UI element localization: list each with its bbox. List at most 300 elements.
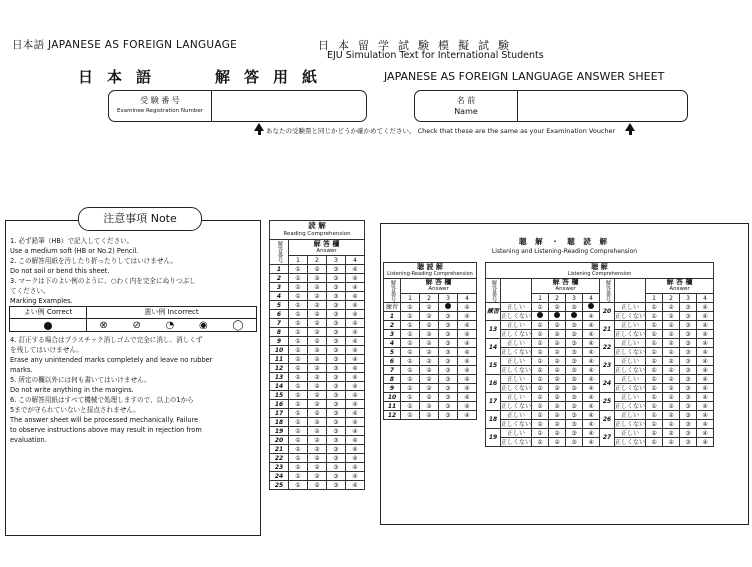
answer-bubble[interactable]: ① — [401, 375, 420, 384]
answer-bubble[interactable]: ④ — [346, 391, 365, 400]
answer-bubble[interactable]: ④ — [458, 321, 477, 330]
answer-bubble[interactable] — [532, 312, 549, 321]
answer-bubble[interactable]: ④ — [346, 283, 365, 292]
reading-answer-label: 解 答 欄 — [313, 239, 340, 248]
answer-bubble[interactable]: ③ — [566, 411, 583, 420]
answer-bubble[interactable]: ④ — [346, 382, 365, 391]
answer-bubble[interactable]: ③ — [439, 330, 458, 339]
answer-bubble[interactable]: ④ — [458, 384, 477, 393]
answer-bubble[interactable]: ③ — [680, 366, 697, 375]
answer-bubble[interactable]: ④ — [346, 274, 365, 283]
answer-bubble[interactable]: ④ — [697, 429, 714, 438]
answer-bubble[interactable]: ④ — [697, 357, 714, 366]
answer-bubble[interactable]: ① — [532, 393, 549, 402]
answer-bubble[interactable]: ③ — [439, 384, 458, 393]
answer-bubble[interactable]: ① — [532, 357, 549, 366]
answer-bubble[interactable]: ③ — [327, 355, 346, 364]
answer-bubble[interactable]: ② — [308, 472, 327, 481]
answer-bubble[interactable]: ③ — [680, 384, 697, 393]
answer-bubble[interactable]: ② — [308, 382, 327, 391]
answer-bubble[interactable]: ③ — [327, 463, 346, 472]
answer-bubble[interactable]: ① — [289, 472, 308, 481]
answer-bubble[interactable]: ① — [289, 409, 308, 418]
answer-bubble[interactable]: ② — [549, 384, 566, 393]
answer-bubble[interactable]: ② — [308, 283, 327, 292]
answer-bubble[interactable]: ④ — [458, 402, 477, 411]
answer-bubble[interactable]: ③ — [327, 346, 346, 355]
answer-bubble[interactable]: ① — [646, 393, 663, 402]
answer-bubble[interactable]: ② — [549, 303, 566, 312]
lr-answer-label: 解 答 欄 — [425, 278, 452, 286]
answer-bubble[interactable]: ④ — [697, 303, 714, 312]
answer-bubble[interactable]: ② — [663, 330, 680, 339]
answer-bubble[interactable]: ② — [308, 481, 327, 490]
answer-bubble[interactable]: ③ — [439, 411, 458, 420]
answer-bubble[interactable]: ④ — [346, 472, 365, 481]
answer-bubble[interactable]: ① — [532, 411, 549, 420]
note-line: 5. 所定の欄以外には何も書いてはいけません。 — [10, 376, 151, 384]
answer-bubble[interactable]: ④ — [346, 310, 365, 319]
answer-bubble[interactable]: ① — [289, 355, 308, 364]
answer-bubble[interactable]: ③ — [327, 454, 346, 463]
answer-bubble[interactable]: ③ — [327, 418, 346, 427]
answer-bubble[interactable]: ② — [549, 366, 566, 375]
answer-bubble[interactable]: ② — [663, 366, 680, 375]
answer-bubble[interactable]: ③ — [566, 393, 583, 402]
answer-bubble[interactable]: ① — [646, 312, 663, 321]
answer-bubble[interactable]: ① — [289, 364, 308, 373]
answer-bubble[interactable]: ② — [663, 411, 680, 420]
incorrect-label: 正しくない — [501, 402, 532, 410]
answer-bubble[interactable]: ④ — [458, 312, 477, 321]
answer-bubble[interactable]: ③ — [566, 429, 583, 438]
answer-bubble[interactable]: ④ — [458, 375, 477, 384]
answer-bubble[interactable]: ③ — [680, 402, 697, 411]
answer-bubble[interactable]: ② — [308, 436, 327, 445]
answer-bubble[interactable]: ② — [308, 301, 327, 310]
answer-bubble[interactable]: ① — [532, 429, 549, 438]
answer-bubble[interactable]: ① — [646, 339, 663, 348]
answer-bubble[interactable]: ② — [308, 454, 327, 463]
answer-bubble[interactable]: ③ — [566, 303, 583, 312]
answer-bubble[interactable]: ④ — [346, 400, 365, 409]
answer-bubble[interactable]: ① — [646, 411, 663, 420]
answer-bubble[interactable] — [549, 312, 566, 321]
answer-bubble[interactable]: ④ — [583, 357, 600, 366]
answer-bubble[interactable]: ① — [532, 321, 549, 330]
answer-bubble[interactable]: ③ — [327, 382, 346, 391]
answer-bubble[interactable]: ③ — [327, 364, 346, 373]
answer-bubble[interactable]: ① — [289, 418, 308, 427]
answer-bubble[interactable]: ④ — [346, 427, 365, 436]
lr-answer-header — [401, 279, 477, 294]
answer-bubble[interactable]: ③ — [439, 339, 458, 348]
answer-bubble[interactable]: ② — [663, 357, 680, 366]
answer-bubble[interactable]: ④ — [458, 357, 477, 366]
answer-bubble[interactable]: ① — [289, 427, 308, 436]
answer-bubble[interactable]: ④ — [697, 348, 714, 357]
answer-bubble[interactable]: ② — [549, 420, 566, 429]
answer-bubble[interactable]: ② — [663, 384, 680, 393]
answer-bubble[interactable]: ② — [420, 339, 439, 348]
answer-bubble[interactable]: ④ — [458, 339, 477, 348]
answer-bubble[interactable]: ③ — [566, 420, 583, 429]
answer-bubble[interactable]: ④ — [697, 339, 714, 348]
answer-bubble[interactable]: ④ — [697, 375, 714, 384]
answer-bubble[interactable]: ② — [663, 375, 680, 384]
answer-bubble[interactable]: ① — [401, 321, 420, 330]
answer-bubble[interactable]: ③ — [680, 330, 697, 339]
answer-bubble[interactable]: ④ — [697, 312, 714, 321]
answer-bubble[interactable]: ① — [289, 337, 308, 346]
answer-bubble[interactable]: ② — [663, 339, 680, 348]
answer-bubble[interactable]: ② — [420, 375, 439, 384]
answer-bubble[interactable]: ① — [289, 310, 308, 319]
answer-bubble[interactable]: ② — [308, 337, 327, 346]
answer-bubble[interactable]: ③ — [327, 373, 346, 382]
question-number: 8 — [270, 328, 289, 337]
answer-bubble[interactable]: ② — [308, 409, 327, 418]
answer-bubble[interactable]: ④ — [583, 312, 600, 321]
answer-bubble[interactable]: ① — [532, 420, 549, 429]
answer-bubble[interactable]: ① — [401, 330, 420, 339]
answer-bubble[interactable]: ③ — [680, 438, 697, 447]
answer-bubble[interactable]: ③ — [566, 384, 583, 393]
reading-row — [270, 328, 365, 337]
answer-bubble[interactable]: ③ — [327, 337, 346, 346]
answer-bubble[interactable]: ② — [549, 348, 566, 357]
answer-bubble[interactable]: ① — [532, 384, 549, 393]
answer-bubble[interactable]: ④ — [583, 420, 600, 429]
answer-bubble[interactable]: ③ — [680, 339, 697, 348]
answer-bubble[interactable]: ① — [289, 283, 308, 292]
answer-bubble[interactable]: ④ — [346, 454, 365, 463]
answer-bubble[interactable]: ④ — [346, 292, 365, 301]
answer-bubble[interactable]: ④ — [697, 411, 714, 420]
answer-bubble[interactable]: ① — [646, 420, 663, 429]
answer-bubble[interactable]: ③ — [439, 357, 458, 366]
answer-bubble[interactable]: ③ — [680, 420, 697, 429]
answer-bubble[interactable]: ③ — [439, 366, 458, 375]
answer-bubble[interactable]: ④ — [346, 265, 365, 274]
answer-bubble[interactable]: ① — [532, 339, 549, 348]
answer-bubble[interactable]: ④ — [583, 330, 600, 339]
answer-bubble[interactable]: ② — [308, 445, 327, 454]
answer-bubble[interactable]: ② — [549, 375, 566, 384]
answer-bubble[interactable]: ② — [549, 321, 566, 330]
answer-bubble[interactable]: ④ — [583, 384, 600, 393]
answer-bubble[interactable]: ③ — [566, 357, 583, 366]
answer-bubble[interactable]: ④ — [583, 339, 600, 348]
answer-bubble[interactable] — [439, 303, 458, 312]
answer-bubble[interactable]: ① — [289, 445, 308, 454]
answer-bubble[interactable]: ② — [549, 411, 566, 420]
answer-bubble[interactable]: ① — [646, 330, 663, 339]
answer-bubble[interactable]: ① — [646, 366, 663, 375]
answer-bubble[interactable]: ② — [549, 330, 566, 339]
answer-bubble[interactable]: ② — [308, 355, 327, 364]
answer-bubble[interactable]: ① — [289, 301, 308, 310]
answer-bubble[interactable]: ④ — [346, 445, 365, 454]
answer-bubble[interactable]: ④ — [697, 420, 714, 429]
answer-bubble[interactable]: ① — [646, 438, 663, 447]
question-number: 16 — [486, 375, 501, 393]
answer-bubble[interactable]: ① — [289, 346, 308, 355]
answer-bubble[interactable]: ① — [289, 319, 308, 328]
answer-bubble[interactable]: ② — [663, 303, 680, 312]
answer-bubble[interactable]: ③ — [327, 265, 346, 274]
answer-bubble[interactable]: ② — [663, 402, 680, 411]
answer-bubble[interactable]: ③ — [680, 321, 697, 330]
answer-bubble[interactable]: ① — [532, 402, 549, 411]
answer-bubble[interactable]: ③ — [566, 375, 583, 384]
answer-bubble[interactable]: ② — [420, 312, 439, 321]
answer-bubble[interactable]: ① — [646, 303, 663, 312]
answer-bubble[interactable]: ③ — [566, 321, 583, 330]
name-input[interactable] — [518, 91, 687, 121]
answer-bubble[interactable]: ① — [532, 375, 549, 384]
answer-bubble[interactable]: ② — [663, 420, 680, 429]
answer-bubble[interactable]: ② — [420, 402, 439, 411]
answer-bubble[interactable]: ④ — [583, 411, 600, 420]
answer-bubble[interactable]: ④ — [346, 481, 365, 490]
answer-bubble[interactable]: ① — [401, 402, 420, 411]
answer-bubble[interactable]: ③ — [327, 328, 346, 337]
answer-bubble[interactable]: ③ — [680, 312, 697, 321]
answer-bubble[interactable]: ② — [663, 312, 680, 321]
answer-bubble[interactable]: ② — [308, 364, 327, 373]
exam-number-input[interactable] — [212, 91, 366, 121]
answer-bubble[interactable]: ① — [532, 366, 549, 375]
answer-bubble[interactable]: ② — [420, 330, 439, 339]
answer-bubble[interactable]: ② — [663, 321, 680, 330]
answer-bubble[interactable]: ③ — [566, 348, 583, 357]
answer-bubble[interactable]: ① — [532, 348, 549, 357]
answer-bubble[interactable]: ③ — [680, 348, 697, 357]
answer-bubble[interactable]: ④ — [346, 328, 365, 337]
answer-bubble[interactable]: ③ — [439, 348, 458, 357]
answer-bubble[interactable]: ② — [308, 319, 327, 328]
answer-bubble[interactable]: ② — [663, 348, 680, 357]
answer-bubble[interactable]: ② — [663, 438, 680, 447]
answer-bubble[interactable]: ② — [308, 292, 327, 301]
answer-bubble[interactable]: ④ — [697, 321, 714, 330]
answer-bubble[interactable]: ③ — [327, 445, 346, 454]
answer-bubble[interactable]: ① — [401, 339, 420, 348]
answer-bubble[interactable] — [566, 312, 583, 321]
answer-bubble[interactable]: ① — [401, 357, 420, 366]
answer-bubble[interactable]: ① — [532, 438, 549, 447]
answer-bubble[interactable]: ③ — [327, 481, 346, 490]
answer-bubble[interactable]: ④ — [346, 436, 365, 445]
answer-bubble[interactable]: ③ — [680, 303, 697, 312]
answer-bubble[interactable]: ④ — [697, 402, 714, 411]
answer-bubble[interactable]: ① — [289, 454, 308, 463]
answer-bubble[interactable]: ③ — [327, 391, 346, 400]
answer-bubble[interactable]: ③ — [566, 402, 583, 411]
answer-bubble[interactable]: ① — [401, 312, 420, 321]
answer-bubble[interactable]: ② — [549, 429, 566, 438]
answer-bubble[interactable]: ③ — [566, 366, 583, 375]
answer-bubble[interactable]: ③ — [327, 310, 346, 319]
answer-bubble[interactable]: ① — [646, 429, 663, 438]
answer-bubble[interactable]: ③ — [327, 292, 346, 301]
answer-bubble[interactable]: ② — [420, 348, 439, 357]
answer-bubble[interactable]: ② — [420, 303, 439, 312]
answer-bubble[interactable]: ① — [646, 348, 663, 357]
answer-bubble[interactable]: ① — [289, 436, 308, 445]
lr-col-2: 2 — [420, 294, 439, 303]
answer-bubble[interactable]: ③ — [439, 312, 458, 321]
answer-bubble[interactable]: ① — [646, 384, 663, 393]
answer-bubble[interactable]: ① — [289, 274, 308, 283]
answer-bubble[interactable]: ② — [420, 366, 439, 375]
answer-bubble[interactable]: ① — [646, 375, 663, 384]
answer-bubble[interactable]: ① — [289, 400, 308, 409]
answer-bubble[interactable]: ④ — [583, 438, 600, 447]
answer-bubble[interactable]: ② — [308, 310, 327, 319]
answer-bubble[interactable]: ③ — [327, 319, 346, 328]
answer-bubble[interactable]: ④ — [346, 418, 365, 427]
answer-bubble[interactable]: ② — [308, 373, 327, 382]
answer-bubble[interactable]: ③ — [680, 393, 697, 402]
answer-bubble[interactable]: ④ — [583, 321, 600, 330]
answer-bubble[interactable]: ① — [289, 328, 308, 337]
answer-bubble[interactable]: ③ — [680, 357, 697, 366]
lr-q-label: 解答番号 — [384, 279, 401, 303]
answer-bubble[interactable]: ③ — [327, 472, 346, 481]
answer-bubble[interactable]: ① — [401, 384, 420, 393]
answer-bubble[interactable]: ① — [401, 303, 420, 312]
answer-bubble[interactable]: ④ — [583, 366, 600, 375]
answer-bubble[interactable]: ③ — [680, 429, 697, 438]
answer-bubble[interactable]: ① — [289, 373, 308, 382]
answer-bubble[interactable]: ③ — [327, 274, 346, 283]
lr-row — [384, 348, 477, 357]
answer-bubble[interactable]: ② — [308, 274, 327, 283]
answer-bubble[interactable]: ③ — [439, 402, 458, 411]
answer-bubble[interactable]: ④ — [346, 355, 365, 364]
answer-bubble[interactable]: ③ — [439, 375, 458, 384]
answer-bubble[interactable]: ② — [420, 411, 439, 420]
answer-bubble[interactable]: ① — [646, 321, 663, 330]
answer-bubble[interactable]: ④ — [346, 373, 365, 382]
filled-bubble-icon — [554, 312, 560, 318]
answer-bubble[interactable]: ④ — [346, 463, 365, 472]
answer-bubble[interactable] — [583, 303, 600, 312]
answer-bubble[interactable]: ③ — [327, 283, 346, 292]
answer-bubble[interactable]: ① — [401, 366, 420, 375]
answer-bubble[interactable]: ② — [663, 429, 680, 438]
answer-bubble[interactable]: ④ — [346, 364, 365, 373]
answer-bubble[interactable]: ③ — [566, 339, 583, 348]
answer-bubble[interactable]: ② — [308, 328, 327, 337]
answer-bubble[interactable]: ③ — [327, 436, 346, 445]
answer-bubble[interactable]: ① — [289, 382, 308, 391]
answer-bubble[interactable]: ③ — [327, 427, 346, 436]
answer-bubble[interactable]: ② — [308, 400, 327, 409]
reading-row — [270, 283, 365, 292]
answer-bubble[interactable]: ① — [532, 303, 549, 312]
answer-bubble[interactable]: ② — [308, 346, 327, 355]
answer-bubble[interactable]: ④ — [583, 375, 600, 384]
note-lines-1 — [10, 236, 196, 306]
answer-bubble[interactable]: ② — [420, 321, 439, 330]
reading-col-3: 3 — [327, 256, 346, 265]
answer-bubble[interactable]: ③ — [566, 438, 583, 447]
answer-bubble[interactable]: ④ — [346, 301, 365, 310]
answer-bubble[interactable]: ② — [308, 463, 327, 472]
answer-bubble[interactable]: ④ — [583, 429, 600, 438]
answer-bubble[interactable]: ③ — [566, 330, 583, 339]
arrow-up-left-icon — [254, 123, 264, 135]
answer-bubble[interactable]: ③ — [439, 321, 458, 330]
answer-bubble[interactable]: ② — [663, 393, 680, 402]
answer-bubble[interactable]: ② — [420, 384, 439, 393]
answer-bubble[interactable]: ④ — [346, 337, 365, 346]
answer-bubble[interactable]: ④ — [458, 330, 477, 339]
answer-bubble[interactable]: ② — [549, 402, 566, 411]
answer-bubble[interactable]: ② — [308, 391, 327, 400]
answer-bubble[interactable]: ③ — [439, 393, 458, 402]
answer-bubble[interactable]: ④ — [458, 411, 477, 420]
answer-bubble[interactable]: ④ — [697, 366, 714, 375]
note-line: 1. 必ず鉛筆（HB）で記入してください。 — [10, 237, 134, 245]
answer-bubble[interactable]: ② — [308, 265, 327, 274]
answer-bubble[interactable]: ④ — [697, 330, 714, 339]
answer-bubble[interactable]: ④ — [458, 366, 477, 375]
answer-bubble[interactable]: ④ — [697, 393, 714, 402]
answer-bubble[interactable]: ① — [289, 463, 308, 472]
answer-bubble[interactable]: ③ — [327, 409, 346, 418]
answer-bubble[interactable]: ④ — [346, 319, 365, 328]
answer-bubble[interactable]: ③ — [680, 375, 697, 384]
answer-bubble[interactable]: ④ — [346, 409, 365, 418]
answer-bubble[interactable]: ② — [420, 357, 439, 366]
answer-bubble[interactable]: ④ — [346, 346, 365, 355]
answer-bubble[interactable]: ① — [646, 402, 663, 411]
question-number: 2 — [384, 321, 401, 330]
answer-bubble[interactable]: ④ — [458, 303, 477, 312]
answer-bubble[interactable]: ① — [532, 330, 549, 339]
answer-bubble[interactable]: ① — [646, 357, 663, 366]
answer-bubble[interactable]: ④ — [697, 384, 714, 393]
answer-bubble[interactable]: ① — [289, 265, 308, 274]
answer-bubble[interactable]: ④ — [583, 393, 600, 402]
answer-bubble[interactable]: ② — [549, 393, 566, 402]
answer-bubble[interactable]: ② — [420, 393, 439, 402]
answer-bubble[interactable]: ① — [401, 393, 420, 402]
answer-bubble[interactable]: ① — [289, 391, 308, 400]
answer-bubble[interactable]: ③ — [680, 411, 697, 420]
answer-bubble[interactable]: ② — [549, 357, 566, 366]
answer-bubble[interactable]: ④ — [458, 393, 477, 402]
answer-bubble[interactable]: ② — [549, 339, 566, 348]
answer-bubble[interactable]: ① — [289, 481, 308, 490]
answer-bubble[interactable]: ④ — [458, 348, 477, 357]
answer-bubble[interactable]: ② — [308, 418, 327, 427]
answer-bubble[interactable]: ④ — [697, 438, 714, 447]
answer-bubble[interactable]: ① — [401, 348, 420, 357]
answer-bubble[interactable]: ② — [549, 438, 566, 447]
answer-bubble[interactable]: ③ — [327, 400, 346, 409]
answer-bubble[interactable]: ① — [401, 411, 420, 420]
answer-bubble[interactable]: ④ — [583, 348, 600, 357]
answer-bubble[interactable]: ① — [289, 292, 308, 301]
answer-bubble[interactable]: ② — [308, 427, 327, 436]
answer-bubble[interactable]: ④ — [583, 402, 600, 411]
answer-bubble[interactable]: ③ — [327, 301, 346, 310]
